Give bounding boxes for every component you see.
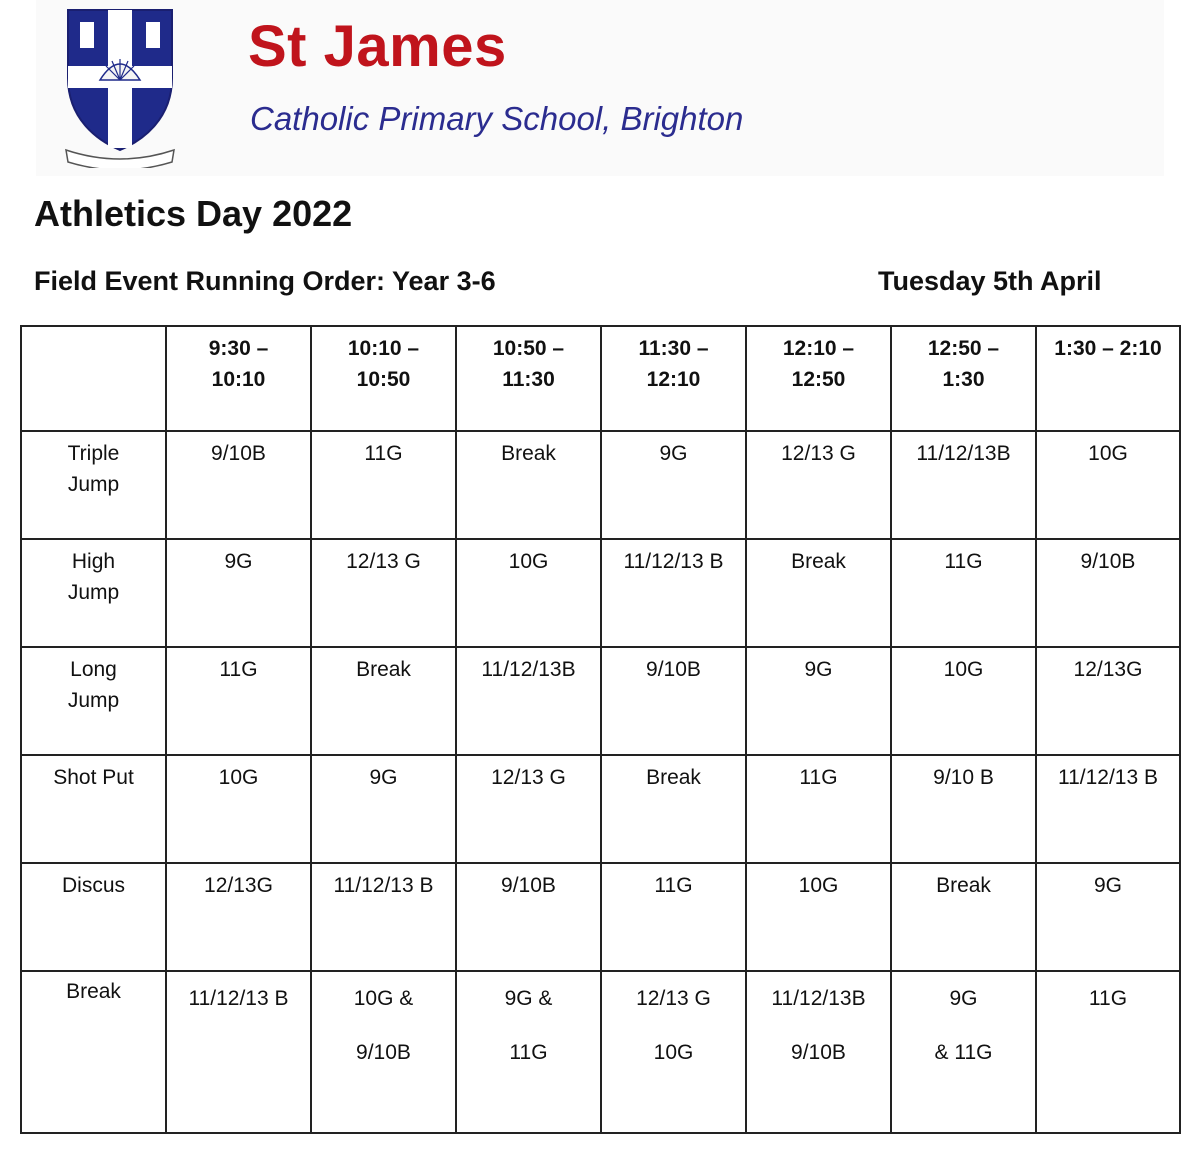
- time-slot-label: 10:10 –: [347, 337, 420, 360]
- group-cell: [166, 755, 311, 863]
- group-label: 9/10B: [1080, 550, 1136, 573]
- group-cell: [746, 863, 891, 971]
- group-label: Break: [501, 442, 556, 465]
- time-slot-label: 10:50 –: [492, 337, 565, 360]
- group-label: 9/10B: [211, 442, 266, 465]
- group-cell: [1036, 539, 1180, 647]
- event-name: Long: [70, 658, 117, 681]
- page-subtitle: Field Event Running Order: Year 3-6: [34, 266, 496, 296]
- event-name-cell: [21, 539, 166, 647]
- event-name: Discus: [61, 874, 125, 897]
- event-name: Jump: [67, 473, 120, 496]
- group-label: 11G: [364, 442, 403, 465]
- table-row: [21, 539, 1180, 647]
- group-label: 12/13 G: [491, 766, 566, 789]
- table-row: [21, 863, 1180, 971]
- group-cell: [891, 539, 1036, 647]
- group-cell: [311, 755, 456, 863]
- time-slot-header: [456, 326, 601, 431]
- group-label: 12/13G: [204, 874, 273, 897]
- time-slot-label: 9:30 –: [208, 337, 269, 360]
- group-label: 10G &: [353, 987, 414, 1010]
- group-cell: [166, 539, 311, 647]
- group-cell: [746, 647, 891, 755]
- time-slot-header: [1036, 326, 1180, 431]
- group-cell: [166, 647, 311, 755]
- school-crest-icon: [64, 8, 176, 168]
- schedule-body: [21, 431, 1180, 1133]
- group-label: 10G: [798, 874, 839, 897]
- group-cell: [1036, 755, 1180, 863]
- time-header-row: [21, 326, 1180, 431]
- group-cell: [456, 431, 601, 539]
- group-label: 9G: [1093, 874, 1122, 897]
- event-date: Tuesday 5th April: [878, 266, 1102, 296]
- event-name: Break: [66, 980, 121, 1003]
- group-cell: [746, 431, 891, 539]
- group-label: 11/12/13B: [916, 442, 1011, 465]
- group-label: 11G: [509, 1041, 548, 1064]
- group-label: 11G: [654, 874, 693, 897]
- group-label: 11G: [219, 658, 258, 681]
- time-slot-label: 12:50: [791, 368, 846, 391]
- group-cell: [311, 863, 456, 971]
- group-label: 9G: [804, 658, 833, 681]
- group-cell: [601, 863, 746, 971]
- group-label: 12/13G: [1073, 658, 1143, 681]
- school-subtitle: Catholic Primary School, Brighton: [250, 100, 744, 137]
- group-label: 12/13 G: [346, 550, 421, 573]
- group-cell: [891, 647, 1036, 755]
- group-label: 9G: [949, 987, 978, 1010]
- group-cell: [601, 431, 746, 539]
- time-slot-label: 12:10 –: [782, 337, 855, 360]
- group-label: 10G: [943, 658, 984, 681]
- time-slot-label: 11:30: [502, 368, 555, 391]
- time-slot-label: 1:30: [942, 368, 985, 391]
- group-cell: [601, 755, 746, 863]
- group-cell: [1036, 863, 1180, 971]
- group-cell: [311, 647, 456, 755]
- time-slot-label: 1:30 – 2:10: [1054, 337, 1162, 360]
- group-label: 9/10 B: [933, 766, 994, 789]
- group-label: 11G: [799, 766, 838, 789]
- table-row: [21, 431, 1180, 539]
- event-name-cell: [21, 971, 166, 1133]
- time-slot-header: [746, 326, 891, 431]
- group-cell: [456, 971, 601, 1133]
- group-label: Break: [646, 766, 701, 789]
- group-label: 9/10B: [791, 1041, 846, 1064]
- group-label: 9G: [224, 550, 253, 573]
- group-label: 9/10B: [646, 658, 701, 681]
- event-name: Jump: [67, 689, 120, 712]
- time-slot-label: 12:50 –: [927, 337, 1000, 360]
- event-name-cell: [21, 647, 166, 755]
- group-cell: [166, 971, 311, 1133]
- group-label: 10G: [1088, 442, 1128, 465]
- group-cell: [456, 539, 601, 647]
- group-label: 9/10B: [501, 874, 556, 897]
- group-cell: [456, 755, 601, 863]
- group-cell: [166, 863, 311, 971]
- group-cell: [1036, 431, 1180, 539]
- table-row: [21, 971, 1180, 1133]
- school-name: St James: [248, 14, 507, 79]
- group-label: 9/10B: [356, 1041, 411, 1064]
- group-cell: [601, 647, 746, 755]
- event-name-cell: [21, 863, 166, 971]
- group-label: 9G: [369, 766, 398, 789]
- group-label: Break: [936, 874, 991, 897]
- group-label: 11G: [944, 550, 983, 573]
- time-slot-label: 10:10: [211, 368, 266, 391]
- school-header: [36, 0, 1164, 176]
- group-label: 11/12/13 B: [188, 987, 289, 1010]
- event-name: Jump: [67, 581, 120, 604]
- group-cell: [1036, 971, 1180, 1133]
- group-label: 11/12/13B: [771, 987, 866, 1010]
- group-cell: [891, 755, 1036, 863]
- group-cell: [311, 971, 456, 1133]
- group-label: 12/13 G: [781, 442, 856, 465]
- group-label: Break: [356, 658, 411, 681]
- group-label: & 11G: [934, 1041, 993, 1064]
- group-cell: [891, 971, 1036, 1133]
- event-name-cell: [21, 431, 166, 539]
- event-name: Triple: [67, 442, 120, 465]
- table-row: [21, 755, 1180, 863]
- group-label: 9G &: [504, 987, 553, 1010]
- group-label: 11/12/13 B: [623, 550, 724, 573]
- group-cell: [166, 431, 311, 539]
- group-label: 10G: [508, 550, 549, 573]
- group-cell: [746, 755, 891, 863]
- time-slot-label: 10:50: [356, 368, 411, 391]
- group-cell: [746, 539, 891, 647]
- group-cell: [601, 971, 746, 1133]
- time-slot-label: 11:30 –: [638, 337, 709, 360]
- group-label: 11G: [1088, 987, 1128, 1010]
- group-cell: [311, 539, 456, 647]
- time-slot-header: [601, 326, 746, 431]
- group-cell: [891, 431, 1036, 539]
- group-cell: [311, 431, 456, 539]
- time-slot-label: 12:10: [646, 368, 701, 391]
- event-name-cell: [21, 755, 166, 863]
- running-order-table: [20, 325, 1181, 1134]
- group-label: 12/13 G: [636, 987, 711, 1010]
- group-label: 10G: [653, 1041, 694, 1064]
- group-cell: [746, 971, 891, 1133]
- group-cell: [1036, 647, 1180, 755]
- corner-cell: [21, 326, 166, 431]
- group-label: 11/12/13 B: [333, 874, 434, 897]
- time-slot-header: [311, 326, 456, 431]
- group-cell: [891, 863, 1036, 971]
- group-cell: [456, 647, 601, 755]
- group-cell: [601, 539, 746, 647]
- page-title: Athletics Day 2022: [34, 193, 353, 234]
- event-name: Shot Put: [53, 766, 134, 789]
- group-label: 9G: [659, 442, 688, 465]
- group-label: Break: [791, 550, 846, 573]
- group-cell: [456, 863, 601, 971]
- event-name: High: [71, 550, 116, 573]
- group-label: 10G: [218, 766, 259, 789]
- group-label: 11/12/13B: [481, 658, 576, 681]
- group-label: 11/12/13 B: [1057, 766, 1159, 789]
- table-row: [21, 647, 1180, 755]
- time-slot-header: [891, 326, 1036, 431]
- time-slot-header: [166, 326, 311, 431]
